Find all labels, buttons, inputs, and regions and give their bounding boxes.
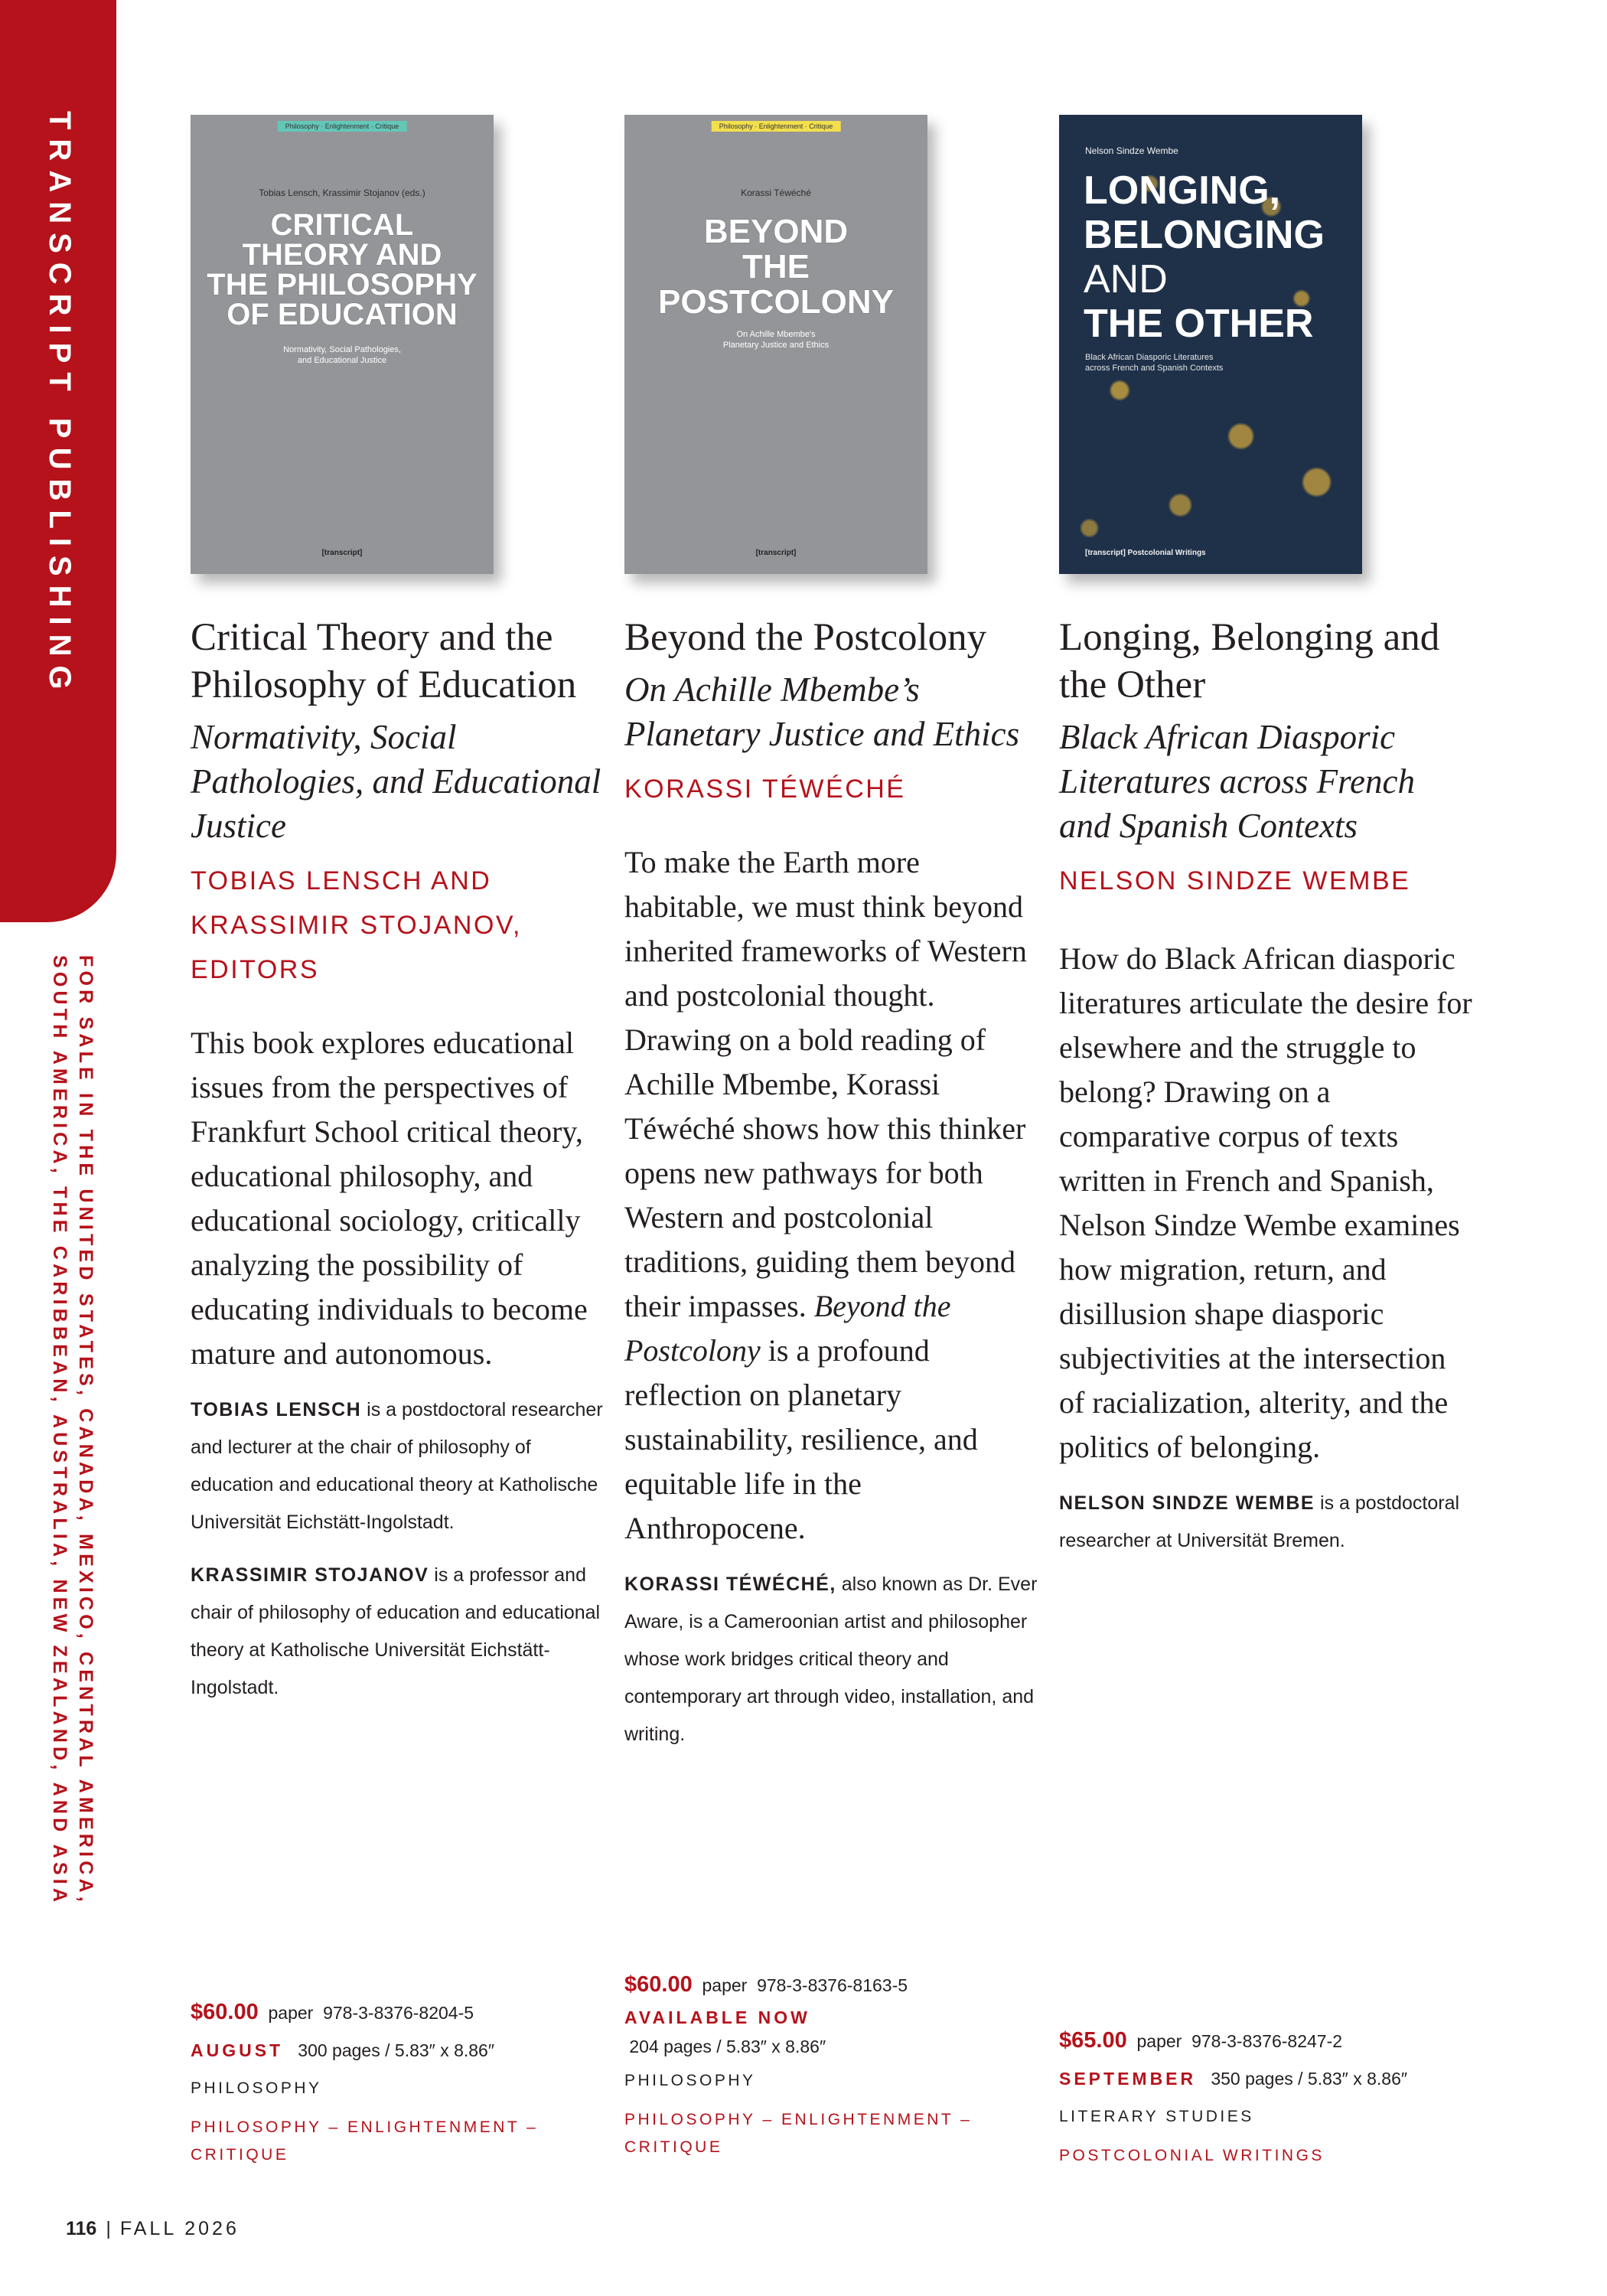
cover-title: CRITICAL THEORY AND THE PHILOSOPHY OF EDUCATION — [207, 208, 478, 331]
book-author: TOBIAS LENSCH AND KRASSIMIR STOJANOV, EDITORS — [191, 866, 522, 984]
book-format: paper — [1136, 2031, 1182, 2051]
publisher-name: TRANSCRIPT PUBLISHING — [43, 111, 77, 699]
book-entry-critical-theory — [191, 115, 604, 1707]
author-bio: KRASSIMIR STOJANOV is a professor and chair of philosophy of education and educational theory at Katholische Universität Eichstätt-Ingolstadt. — [191, 1564, 601, 1698]
page-count: 350 pages / 5.83″ x 8.86″ — [1211, 2069, 1408, 2089]
book-entry-beyond-the-postcolony — [624, 115, 1038, 1753]
book-isbn: 978-3-8376-8247-2 — [1191, 2031, 1343, 2051]
cover-authors: Korassi Téwéché — [741, 188, 811, 198]
cover-authors: Nelson Sindze Wembe — [1085, 145, 1178, 156]
book-title: Beyond the Postcolony — [624, 616, 987, 659]
cover-series-strip: Philosophy · Enlightenment · Critique — [278, 121, 407, 132]
availability: AVAILABLE NOW — [624, 2007, 810, 2027]
sales-territory-line-2: SOUTH AMERICA, THE CARIBBEAN, AUSTRALIA, NEW ZEALAND, AND ASIA — [49, 955, 70, 1906]
cover-subtitle: Black African Diasporic Literatures across French and Spanish Contexts — [1085, 353, 1224, 373]
subject-category: PHILOSOPHY — [191, 2079, 322, 2097]
cover-title: LONGING, BELONGING AND THE OTHER — [1084, 168, 1325, 346]
sales-territory-note — [49, 955, 103, 1965]
page-footer — [66, 2218, 240, 2240]
book-subtitle: On Achille Mbembe’s Planetary Justice and Ethics — [624, 670, 1020, 753]
cover-authors: Tobias Lensch, Krassimir Stojanov (eds.) — [259, 188, 425, 198]
book-metadata — [624, 1965, 1022, 2161]
book-description: To make the Earth more habitable, we must think beyond inherited frameworks of Western and postcolonial thought. Drawing on a bold reading of Achille Mbembe, Korassi Téwéché shows how this thinker opens new pathways for both Western and postcolonial traditions, guiding them beyond their impasses. Beyond the Postcolony is a profound reflection on planetary sustainability, resilience, and equitable life in the Anthropocene. — [624, 845, 1027, 1545]
page-number: 116 — [66, 2218, 97, 2239]
cover-series-strip: Philosophy · Enlightenment · Critique — [712, 121, 841, 132]
cover-subtitle: Normativity, Social Pathologies, and Educational Justice — [283, 345, 401, 365]
footer-separator: | — [106, 2218, 111, 2239]
book-format: paper — [268, 2003, 314, 2023]
series-name: PHILOSOPHY – ENLIGHTENMENT – CRITIQUE — [624, 2111, 973, 2156]
series-name: PHILOSOPHY – ENLIGHTENMENT – CRITIQUE — [191, 2118, 539, 2164]
book-subtitle: Normativity, Social Pathologies, and Educational Justice — [191, 718, 601, 845]
catalog-season: FALL 2026 — [119, 2218, 240, 2239]
book-description: This book explores educational issues from the perspectives of Frankfurt School critical theory, educational philosophy, and educational sociology, critically analyzing the possibility of educating individuals to become mature and autonomous. — [191, 1026, 588, 1371]
subject-category: LITERARY STUDIES — [1059, 2108, 1254, 2125]
book-price: $65.00 — [1059, 2028, 1127, 2053]
book-metadata — [191, 1993, 588, 2169]
book-title: Longing, Belonging and the Other — [1059, 616, 1440, 706]
book-isbn: 978-3-8376-8204-5 — [323, 2003, 474, 2023]
book-metadata — [1059, 2021, 1457, 2170]
page-count: 300 pages / 5.83″ x 8.86″ — [298, 2040, 494, 2060]
book-entry-longing-belonging — [1059, 115, 1472, 1560]
book-price: $60.00 — [191, 2000, 259, 2024]
publisher-label-vertical — [0, 0, 116, 922]
author-bio: KORASSI TÉWÉCHÉ, also known as Dr. Ever Aware, is a Cameroonian artist and philosopher whose work bridges critical theory and contemporary art through video, installation, and writing. — [624, 1574, 1038, 1745]
availability: AUGUST — [191, 2040, 284, 2060]
book-format: paper — [702, 1975, 748, 1995]
book-cover — [624, 115, 927, 574]
book-description: How do Black African diasporic literatures articulate the desire for elsewhere and the struggle to belong? Drawing on a comparative corpus of texts written in French and Spanish, Nelson Sindze Wembe examines how migration, return, and disillusion shape diasporic subjectivities at the intersection of racialization, alterity, and the politics of belonging. — [1059, 941, 1472, 1464]
author-bio: TOBIAS LENSCH is a postdoctoral researcher and lecturer at the chair of philosophy of education and educational theory at Katholische Universität Eichstätt-Ingolstadt. — [191, 1399, 603, 1533]
cover-publisher-logo: [transcript] — [755, 549, 797, 557]
cover-publisher-logo: [transcript] — [321, 549, 363, 557]
book-cover — [191, 115, 494, 574]
book-isbn: 978-3-8376-8163-5 — [757, 1975, 908, 1995]
author-bio: NELSON SINDZE WEMBE is a postdoctoral researcher at Universität Bremen. — [1059, 1492, 1460, 1551]
subject-category: PHILOSOPHY — [624, 2072, 756, 2089]
book-author: KORASSI TÉWÉCHÉ — [624, 775, 906, 804]
availability: SEPTEMBER — [1059, 2069, 1197, 2089]
book-subtitle: Black African Diasporic Literatures across French and Spanish Contexts — [1059, 718, 1415, 845]
sales-territory-line-1: FOR SALE IN THE UNITED STATES, CANADA, MEXICO, CENTRAL AMERICA, — [75, 955, 96, 1906]
book-author: NELSON SINDZE WEMBE — [1059, 866, 1411, 895]
cover-subtitle: On Achille Mbembe's Planetary Justice and Ethics — [722, 330, 830, 350]
series-name: POSTCOLONIAL WRITINGS — [1059, 2147, 1325, 2164]
cover-title: BEYOND THE POSTCOLONY — [657, 213, 895, 321]
cover-publisher-logo: [transcript] Postcolonial Writings — [1085, 549, 1206, 557]
book-title: Critical Theory and the Philosophy of Education — [191, 616, 577, 706]
book-price: $60.00 — [624, 1972, 693, 1997]
book-cover — [1059, 115, 1362, 574]
page-count: 204 pages / 5.83″ x 8.86″ — [629, 2037, 826, 2056]
